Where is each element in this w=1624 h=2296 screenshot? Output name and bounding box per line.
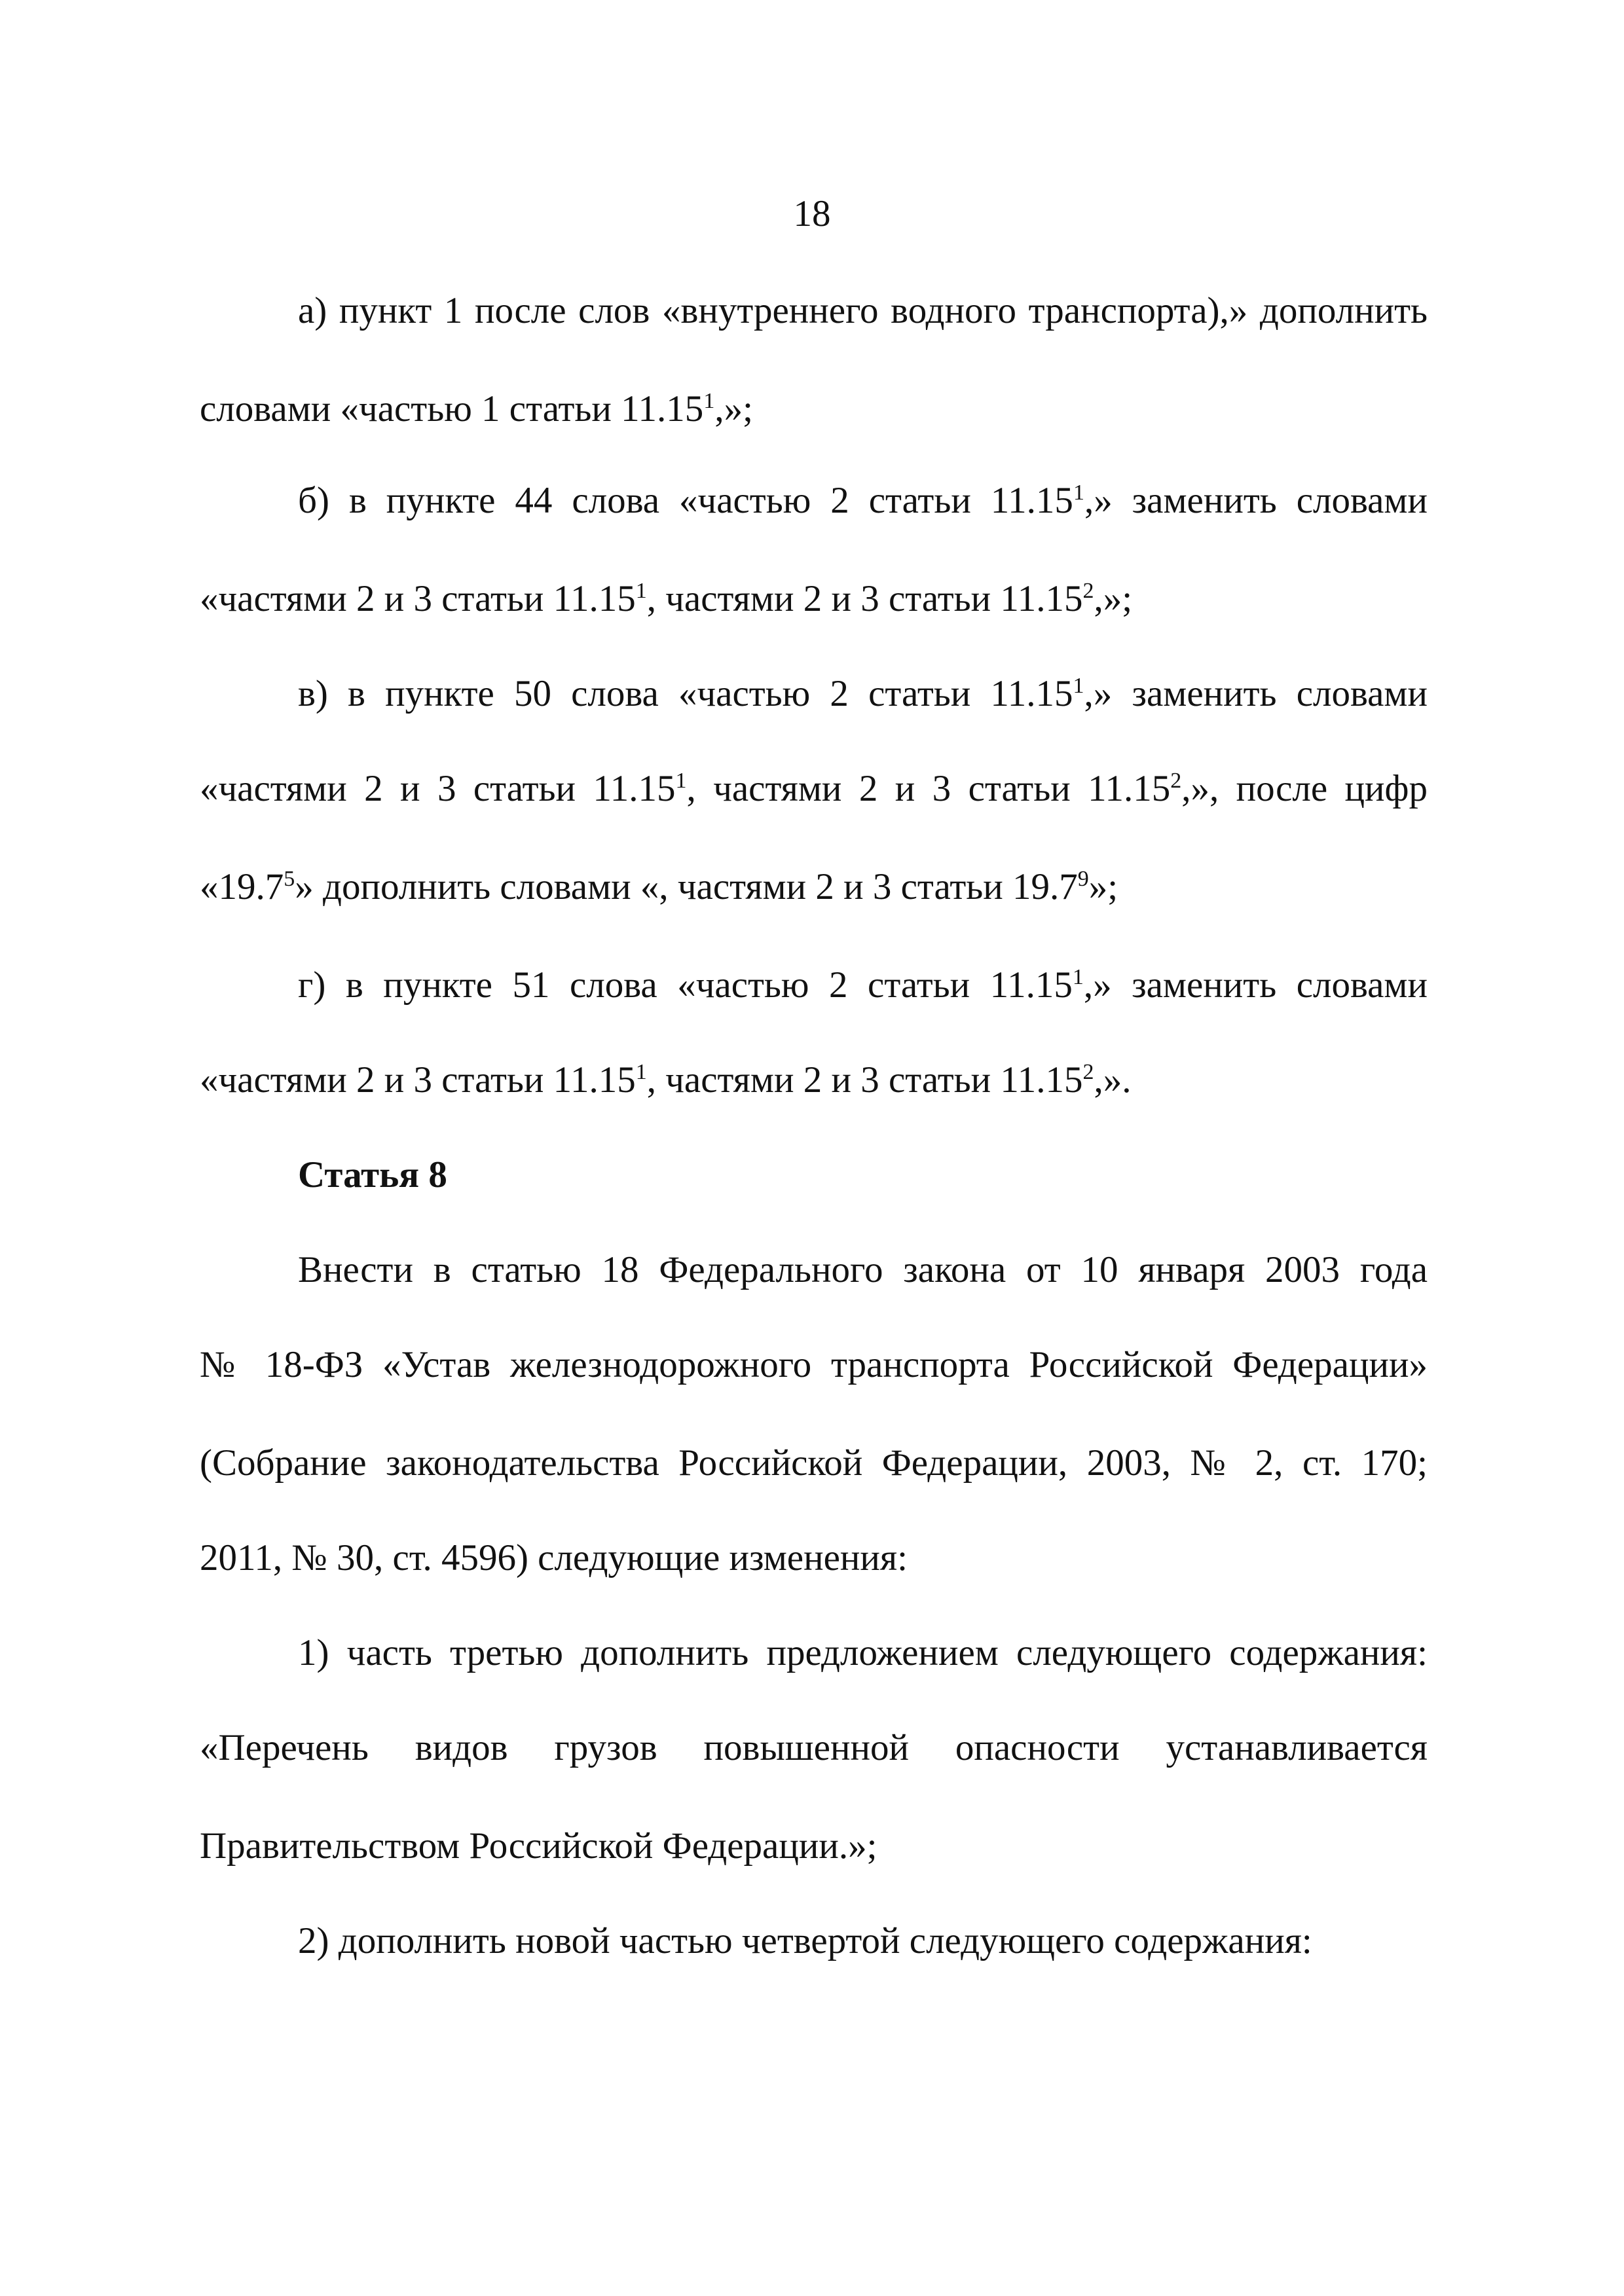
intro-line-1: Внести в статью 18 Федерального закона от 10 января 2003 года (298, 1249, 1428, 1290)
superscript: 1 (635, 1060, 647, 1084)
text: в) в пункте 50 слова «частью 2 статьи 11.15 (298, 673, 1073, 714)
text: б) в пункте 44 слова «частью 2 статьи 11.15 (298, 480, 1073, 521)
intro-line-3: (Собрание законодательства Российской Федерации, 2003, № 2, ст. 170; (200, 1442, 1428, 1484)
text: «частями 2 и 3 статьи 11.15 (200, 578, 636, 619)
text: ,», после цифр (1181, 768, 1428, 809)
paragraph-a-line-1 (298, 288, 1428, 334)
paragraph-g-line-1 (298, 962, 1428, 1008)
text: » дополнить словами «, частями 2 и 3 статьи 19.7 (295, 866, 1078, 907)
intro-line-4: 2011, № 30, ст. 4596) следующие изменения: (200, 1537, 908, 1578)
text: »; (1088, 866, 1118, 907)
superscript: 2 (1170, 769, 1182, 793)
text: ,»; (714, 388, 753, 429)
text: ,». (1094, 1059, 1132, 1101)
paragraph-v-line-2 (200, 766, 1428, 812)
text: , частями 2 и 3 статьи 11.15 (646, 578, 1083, 619)
text: г) в пункте 51 слова «частью 2 статьи 11.15 (298, 964, 1073, 1006)
text: ,» заменить словами (1084, 673, 1428, 714)
paragraph-v-line-3 (200, 864, 1428, 910)
text: , частями 2 и 3 статьи 11.15 (686, 768, 1171, 809)
superscript: 2 (1082, 579, 1094, 603)
superscript: 9 (1077, 867, 1089, 891)
page-number: 18 (793, 193, 831, 234)
item-1-line-1: 1) часть третью дополнить предложением следующего содержания: (298, 1632, 1428, 1673)
superscript: 1 (675, 769, 687, 793)
paragraph-a-line-2 (200, 386, 1428, 432)
text: «частями 2 и 3 статьи 11.15 (200, 768, 676, 809)
paragraph-v-line-1 (298, 671, 1428, 717)
text: «19.7 (200, 866, 284, 907)
superscript: 1 (1073, 481, 1084, 505)
superscript: 1 (1072, 965, 1084, 989)
superscript: 1 (703, 389, 715, 413)
item-2-line-1: 2) дополнить новой частью четвертой следующего содержания: (298, 1920, 1312, 1961)
paragraph-b-line-2 (200, 576, 1428, 622)
text: а) пункт 1 после слов «внутреннего водного транспорта),» дополнить (298, 290, 1428, 331)
text: ,» заменить словами (1083, 964, 1428, 1006)
text: , частями 2 и 3 статьи 11.15 (646, 1059, 1083, 1101)
paragraph-g-line-2 (200, 1057, 1428, 1103)
superscript: 5 (284, 867, 295, 891)
item-1-line-3: Правительством Российской Федерации.»; (200, 1825, 877, 1867)
text: словами «частью 1 статьи 11.15 (200, 388, 704, 429)
text: ,»; (1094, 578, 1133, 619)
intro-line-2: № 18-ФЗ «Устав железнодорожного транспорта Российской Федерации» (200, 1344, 1428, 1385)
paragraph-b-line-1 (298, 478, 1428, 524)
text: ,» заменить словами (1084, 480, 1428, 521)
item-1-line-2: «Перечень видов грузов повышенной опасности устанавливается (200, 1727, 1428, 1768)
superscript: 1 (635, 579, 647, 603)
article-heading: Статья 8 (298, 1154, 447, 1195)
superscript: 1 (1073, 674, 1084, 698)
text: «частями 2 и 3 статьи 11.15 (200, 1059, 636, 1101)
superscript: 2 (1082, 1060, 1094, 1084)
